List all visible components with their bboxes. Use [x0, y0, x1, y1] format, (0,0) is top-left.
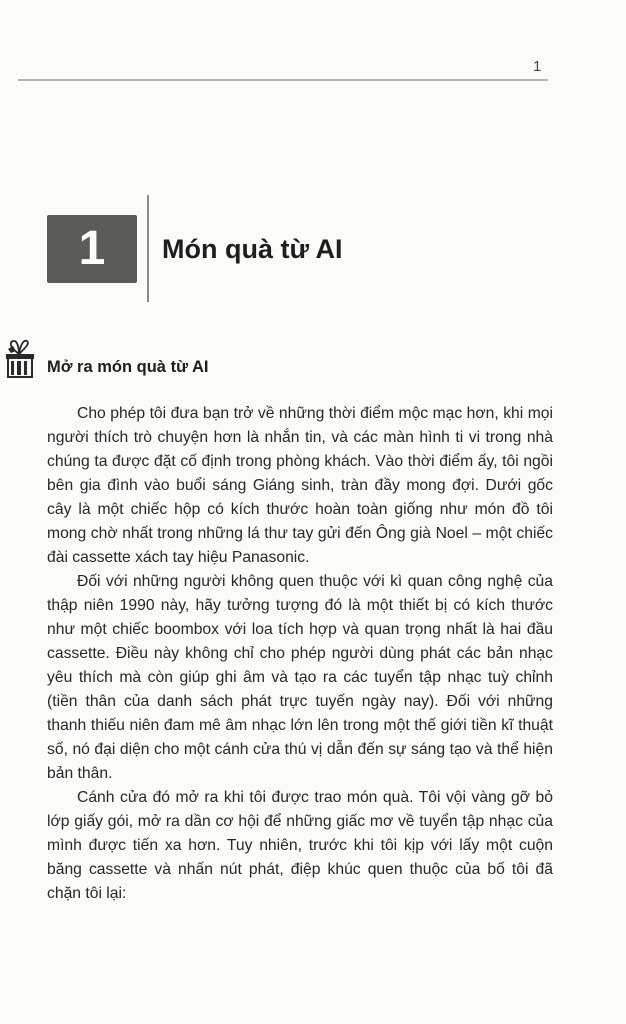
- header-rule: [18, 79, 548, 81]
- chapter-title: Món quà từ AI: [162, 234, 343, 264]
- paragraph: Đối với những người không quen thuộc với kì quan công nghệ của thập niên 1990 này, hãy tưởng tượng đó là một thiết bị có kích thước như một chiếc boombox với loa tích hợp và quan trọng nhất là hai đầu cassette. Điều này không chỉ cho phép người dùng phát các bản nhạc yêu thích mà còn giúp ghi âm và tạo ra các tuyển tập nhạc tuỳ chỉnh (tiền thân của danh sách phát trực tuyến ngày nay). Đối với những thanh thiếu niên đam mê âm nhạc lớn lên trong một thế giới tiền kĩ thuật số, nó đại diện cho một cánh cửa thú vị dẫn đến sự sáng tạo và thể hiện bản thân.: [47, 573, 553, 782]
- page-number: 1: [533, 58, 542, 75]
- chapter-number-box: [47, 215, 137, 283]
- chapter-number: 1: [78, 222, 106, 275]
- chapter-divider: [147, 195, 149, 302]
- paragraph: Cánh cửa đó mở ra khi tôi được trao món quà. Tôi vội vàng gỡ bỏ lớp giấy gói, mở ra dần cơ hội để những giấc mơ về tuyển tập nhạc của mình được tiến xa hơn. Tuy nhiên, trước khi tôi kịp với lấy một cuộn băng cassette và nhấn nút phát, điệp khúc quen thuộc của bố tôi đã chặn tôi lại:: [47, 789, 553, 902]
- paragraph: Cho phép tôi đưa bạn trở về những thời điểm mộc mạc hơn, khi mọi người thích trò chuyện hơn là nhắn tin, và các màn hình ti vi trong nhà chúng ta được đặt cố định trong phòng khách. Vào thời điểm ấy, tôi ngồi bên gia đình vào buổi sáng Giáng sinh, tràn đầy mong đợi. Dưới gốc cây là một chiếc hộp có kích thước hoàn toàn giống như món đồ tôi mong chờ nhất trong những lá thư tay gửi đến Ông già Noel – một chiếc đài cassette xách tay hiệu Panasonic.: [47, 405, 553, 566]
- body-text: [47, 402, 553, 906]
- gift-icon: [2, 339, 36, 379]
- section-heading: Mở ra món quà từ AI: [47, 358, 209, 376]
